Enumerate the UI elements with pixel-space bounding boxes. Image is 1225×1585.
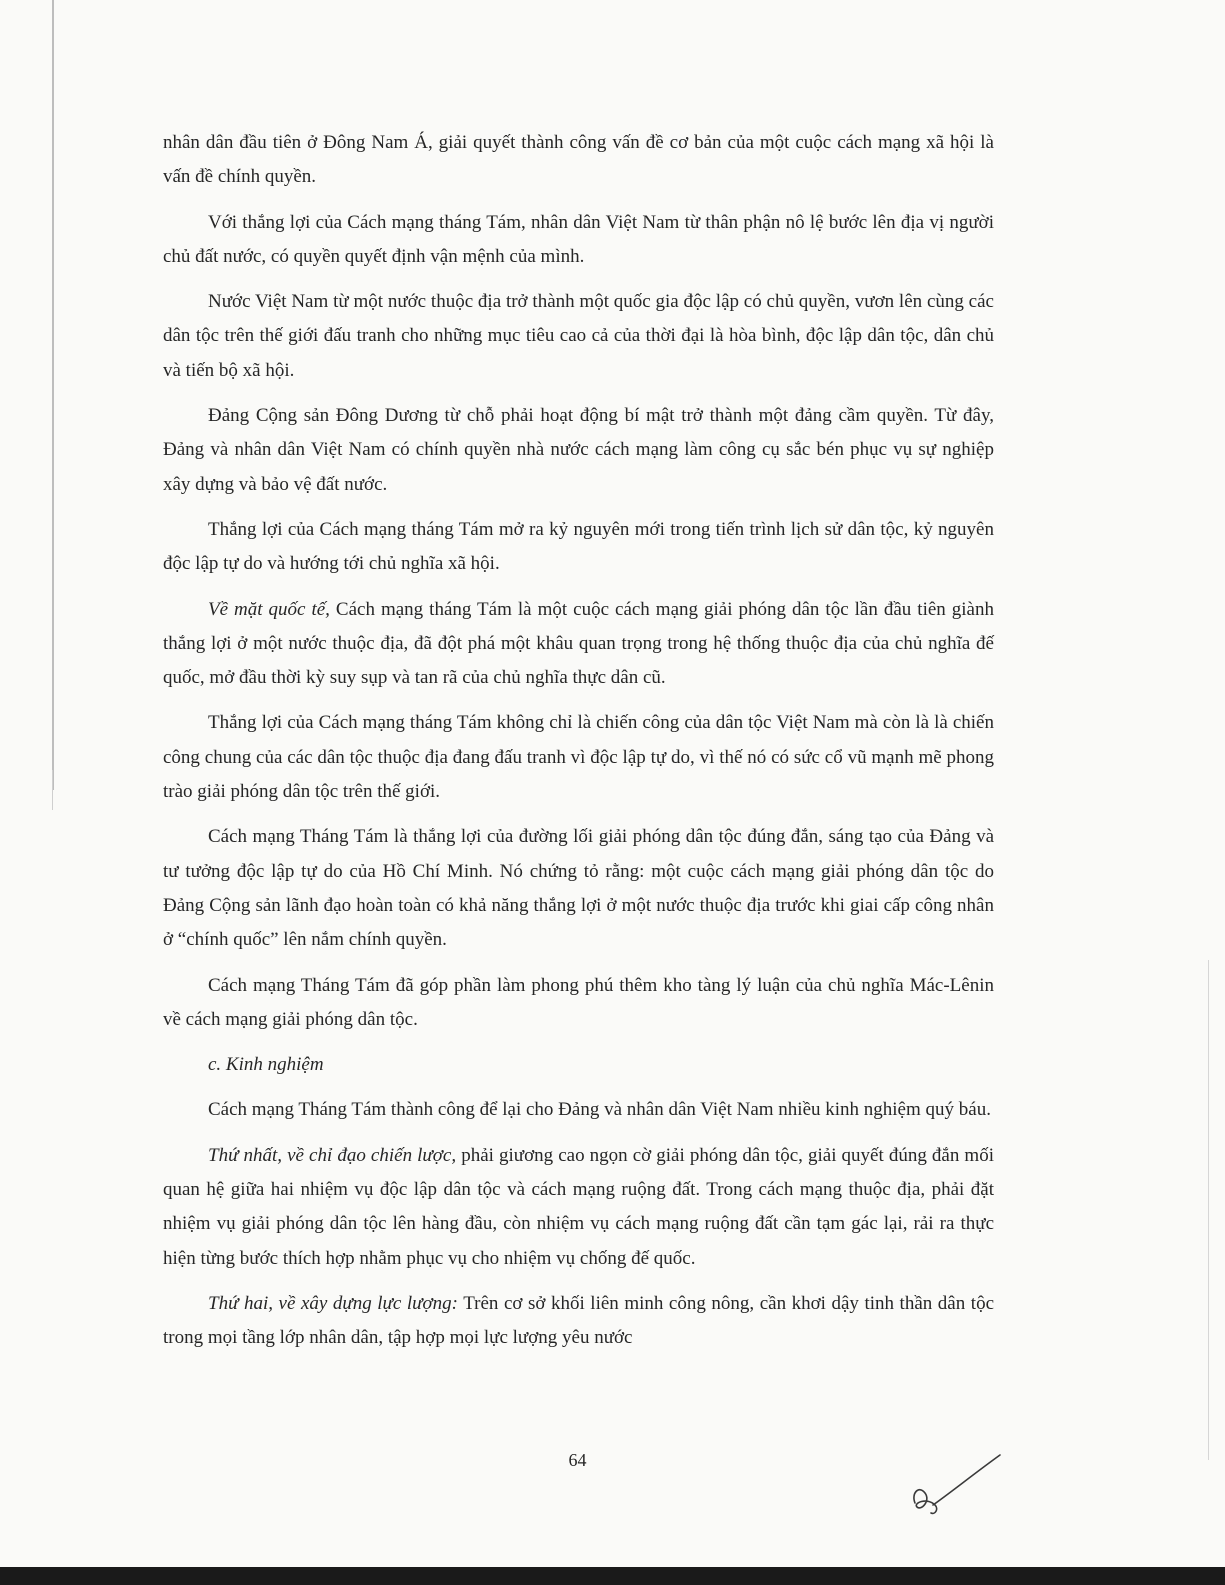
paragraph: Cách mạng Tháng Tám đã góp phần làm phong phú thêm kho tàng lý luận của chủ nghĩa Mác-Lênin về cách mạng giải phóng dân tộc.	[163, 974, 994, 1030]
paragraph-lead: Về mặt quốc tế,	[208, 598, 330, 620]
paragraph: Cách mạng Tháng Tám là thắng lợi của đường lối giải phóng dân tộc đúng đắn, sáng tạo của Đảng và tư tưởng độc lập tự do của Hồ Chí Minh. Nó chứng tỏ rằng: một cuộc cách mạng giải phóng dân tộc do Đảng Cộng sản lãnh đạo hoàn toàn có khả năng thắng lợi ở một nước thuộc địa trước khi giai cấp công nhân ở “chính quốc” lên nắm chính quyền.	[163, 826, 994, 951]
paragraph: Thắng lợi của Cách mạng tháng Tám không chỉ là chiến công của dân tộc Việt Nam mà còn là là chiến công chung của các dân tộc thuộc địa đang đấu tranh vì độc lập tự do, vì thế nó có sức cổ vũ mạnh mẽ phong trào giải phóng dân tộc trên thế giới.	[163, 712, 994, 803]
paragraph: Thứ nhất, về chỉ đạo chiến lược, phải giương cao ngọn cờ giải phóng dân tộc, giải quyết đúng đắn mối quan hệ giữa hai nhiệm vụ độc lập dân tộc và cách mạng ruộng đất. Trong cách mạng thuộc địa, phải đặt nhiệm vụ giải phóng dân tộc lên hàng đầu, còn nhiệm vụ cách mạng ruộng đất cần tạm gác lại, rải ra thực hiện từng bước thích hợp nhằm phục vụ cho nhiệm vụ chống đế quốc.	[163, 1144, 994, 1269]
paragraph: Cách mạng Tháng Tám thành công để lại cho Đảng và nhân dân Việt Nam nhiều kinh nghiệm quý báu.	[208, 1099, 991, 1121]
scan-left-edge-mark	[52, 770, 53, 810]
paragraph: Với thắng lợi của Cách mạng tháng Tám, nhân dân Việt Nam từ thân phận nô lệ bước lên địa vị người chủ đất nước, có quyền quyết định vận mệnh của mình.	[163, 211, 994, 267]
scan-bottom-edge	[0, 1567, 1225, 1585]
page-number: 64	[568, 1450, 587, 1470]
scan-left-edge	[52, 0, 54, 790]
paragraph-lead: Thứ hai, về xây dựng lực lượng:	[208, 1292, 459, 1314]
document-body	[163, 126, 994, 1367]
paragraph: Nước Việt Nam từ một nước thuộc địa trở thành một quốc gia độc lập có chủ quyền, vươn lên cùng các dân tộc trên thế giới đấu tranh cho những mục tiêu cao cả của thời đại là hòa bình, độc lập dân tộc, dân chủ và tiến bộ xã hội.	[163, 291, 994, 381]
paragraph-lead: Thứ nhất, về chỉ đạo chiến lược,	[208, 1144, 457, 1166]
paragraph: Về mặt quốc tế, Cách mạng tháng Tám là một cuộc cách mạng giải phóng dân tộc lần đầu tiên giành thắng lợi ở một nước thuộc địa, đã đột phá một khâu quan trọng trong hệ thống thuộc địa của chủ nghĩa đế quốc, mở đầu thời kỳ suy sụp và tan rã của chủ nghĩa thực dân cũ.	[163, 598, 994, 689]
paragraph: Đảng Cộng sản Đông Dương từ chỗ phải hoạt động bí mật trở thành một đảng cầm quyền. Từ đây, Đảng và nhân dân Việt Nam có chính quyền nhà nước cách mạng làm công cụ sắc bén phục vụ sự nghiệp xây dựng và bảo vệ đất nước.	[163, 405, 994, 495]
scan-right-edge	[1208, 960, 1209, 1460]
paragraph: Thứ hai, về xây dựng lực lượng: Trên cơ sở khối liên minh công nông, cần khơi dậy tinh thần dân tộc trong mọi tầng lớp nhân dân, tập hợp mọi lực lượng yêu nước	[163, 1292, 995, 1349]
section-heading: c. Kinh nghiệm	[208, 1054, 324, 1076]
paragraph: nhân dân đầu tiên ở Đông Nam Á, giải quyết thành công vấn đề cơ bản của một cuộc cách mạng xã hội là vấn đề chính quyền.	[163, 132, 994, 188]
paragraph: Thắng lợi của Cách mạng tháng Tám mở ra kỷ nguyên mới trong tiến trình lịch sử dân tộc, kỷ nguyên độc lập tự do và hướng tới chủ nghĩa xã hội.	[163, 518, 994, 575]
signature-mark	[905, 1453, 1005, 1525]
